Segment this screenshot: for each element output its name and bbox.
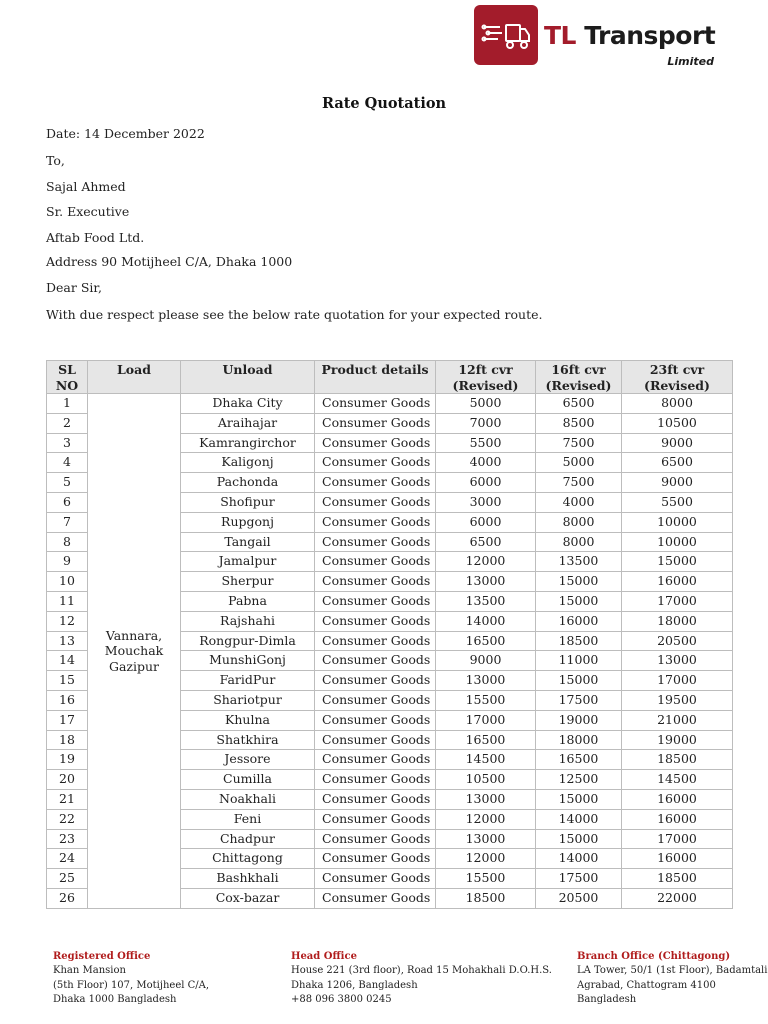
cell-23ft: 17000	[622, 671, 733, 691]
cell-16ft: 7500	[536, 473, 622, 493]
cell-23ft: 9000	[622, 473, 733, 493]
cell-product: Consumer Goods	[315, 671, 436, 691]
cell-23ft: 10500	[622, 413, 733, 433]
cell-23ft: 18000	[622, 611, 733, 631]
cell-sl-no: 14	[47, 651, 88, 671]
branch-office-line: Bangladesh	[577, 994, 637, 1006]
cell-load	[88, 394, 181, 909]
cell-12ft: 13000	[436, 829, 536, 849]
cell-unload: Noakhali	[181, 789, 315, 809]
cell-12ft: 5000	[436, 394, 536, 414]
cell-product: Consumer Goods	[315, 552, 436, 572]
cell-sl-no: 10	[47, 572, 88, 592]
cell-unload: Araihajar	[181, 413, 315, 433]
cell-23ft: 10000	[622, 532, 733, 552]
cell-unload: Rongpur-Dimla	[181, 631, 315, 651]
header-sl-no: SL NO	[47, 361, 88, 394]
cell-16ft: 14000	[536, 809, 622, 829]
cell-sl-no: 12	[47, 611, 88, 631]
cell-product: Consumer Goods	[315, 611, 436, 631]
cell-unload: Jamalpur	[181, 552, 315, 572]
cell-sl-no: 3	[47, 433, 88, 453]
cell-16ft: 18000	[536, 730, 622, 750]
cell-12ft: 7000	[436, 413, 536, 433]
recipient-company: Aftab Food Ltd.	[46, 230, 145, 245]
header-16ft: 16ft cvr (Revised)	[536, 361, 622, 394]
cell-12ft: 6000	[436, 512, 536, 532]
brand-subtitle: Limited	[667, 55, 714, 68]
registered-office-line: Dhaka 1000 Bangladesh	[53, 994, 177, 1006]
table-header-row	[47, 361, 733, 394]
cell-12ft: 12000	[436, 552, 536, 572]
cell-unload: Kaligonj	[181, 453, 315, 473]
cell-unload: Kamrangirchor	[181, 433, 315, 453]
cell-16ft: 15000	[536, 671, 622, 691]
load-line: Gazipur	[108, 658, 160, 674]
registered-office-line: Khan Mansion	[53, 965, 126, 976]
branch-office-line: LA Tower, 50/1 (1st Floor), Badamtali	[577, 965, 768, 976]
cell-unload: Chadpur	[181, 829, 315, 849]
branch-office	[577, 949, 768, 1008]
cell-unload: Dhaka City	[181, 394, 315, 414]
cell-12ft: 15500	[436, 869, 536, 889]
branch-office-line: Agrabad, Chattogram 4100	[577, 979, 716, 991]
cell-unload: Rupgonj	[181, 512, 315, 532]
recipient-name: Sajal Ahmed	[46, 179, 126, 194]
cell-23ft: 5500	[622, 492, 733, 512]
cell-23ft: 16000	[622, 809, 733, 829]
cell-unload: Cumilla	[181, 770, 315, 790]
cell-sl-no: 9	[47, 552, 88, 572]
cell-product: Consumer Goods	[315, 888, 436, 908]
head-office	[291, 949, 552, 1008]
cell-16ft: 12500	[536, 770, 622, 790]
cell-23ft: 8000	[622, 394, 733, 414]
cell-23ft: 6500	[622, 453, 733, 473]
letter-to: To,	[46, 153, 65, 168]
cell-unload: Jessore	[181, 750, 315, 770]
cell-product: Consumer Goods	[315, 750, 436, 770]
recipient-address: Address 90 Motijheel C/A, Dhaka 1000	[46, 254, 293, 269]
load-line: Mouchak	[104, 643, 164, 659]
cell-16ft: 16500	[536, 750, 622, 770]
cell-12ft: 6000	[436, 473, 536, 493]
cell-16ft: 20500	[536, 888, 622, 908]
cell-16ft: 8000	[536, 532, 622, 552]
cell-product: Consumer Goods	[315, 809, 436, 829]
cell-product: Consumer Goods	[315, 869, 436, 889]
cell-product: Consumer Goods	[315, 473, 436, 493]
cell-sl-no: 26	[47, 888, 88, 908]
cell-unload: Pachonda	[181, 473, 315, 493]
cell-unload: Rajshahi	[181, 611, 315, 631]
cell-23ft: 21000	[622, 710, 733, 730]
cell-23ft: 18500	[622, 750, 733, 770]
cell-sl-no: 18	[47, 730, 88, 750]
cell-12ft: 16500	[436, 631, 536, 651]
truck-icon	[474, 5, 538, 65]
cell-unload: Tangail	[181, 532, 315, 552]
cell-16ft: 15000	[536, 829, 622, 849]
cell-12ft: 5500	[436, 433, 536, 453]
cell-12ft: 3000	[436, 492, 536, 512]
cell-product: Consumer Goods	[315, 770, 436, 790]
cell-12ft: 13500	[436, 591, 536, 611]
cell-sl-no: 8	[47, 532, 88, 552]
cell-sl-no: 25	[47, 869, 88, 889]
cell-unload: Sherpur	[181, 572, 315, 592]
head-office-line: +88 096 3800 0245	[291, 994, 392, 1006]
cell-sl-no: 20	[47, 770, 88, 790]
cell-unload: Shofipur	[181, 492, 315, 512]
cell-product: Consumer Goods	[315, 572, 436, 592]
cell-12ft: 10500	[436, 770, 536, 790]
header-load: Load	[88, 361, 181, 394]
registered-office-heading: Registered Office	[53, 951, 151, 962]
head-office-line: Dhaka 1206, Bangladesh	[291, 979, 418, 991]
cell-12ft: 9000	[436, 651, 536, 671]
cell-23ft: 15000	[622, 552, 733, 572]
cell-16ft: 4000	[536, 492, 622, 512]
cell-product: Consumer Goods	[315, 829, 436, 849]
letter-body: With due respect please see the below rate quotation for your expected route.	[46, 307, 543, 322]
cell-unload: Pabna	[181, 591, 315, 611]
cell-product: Consumer Goods	[315, 413, 436, 433]
cell-product: Consumer Goods	[315, 394, 436, 414]
cell-16ft: 17500	[536, 869, 622, 889]
cell-sl-no: 22	[47, 809, 88, 829]
cell-unload: Shariotpur	[181, 690, 315, 710]
cell-sl-no: 7	[47, 512, 88, 532]
cell-16ft: 15000	[536, 591, 622, 611]
cell-16ft: 14000	[536, 849, 622, 869]
cell-product: Consumer Goods	[315, 730, 436, 750]
letter-date: Date: 14 December 2022	[46, 126, 205, 141]
cell-sl-no: 4	[47, 453, 88, 473]
cell-unload: Khulna	[181, 710, 315, 730]
cell-23ft: 19500	[622, 690, 733, 710]
header-23ft: 23ft cvr (Revised)	[622, 361, 733, 394]
cell-unload: Bashkhali	[181, 869, 315, 889]
cell-23ft: 14500	[622, 770, 733, 790]
cell-sl-no: 6	[47, 492, 88, 512]
cell-sl-no: 15	[47, 671, 88, 691]
cell-23ft: 16000	[622, 849, 733, 869]
cell-sl-no: 21	[47, 789, 88, 809]
cell-sl-no: 1	[47, 394, 88, 414]
head-office-line: House 221 (3rd floor), Road 15 Mohakhali D.O.H.S.	[291, 965, 552, 976]
cell-sl-no: 13	[47, 631, 88, 651]
header-unload: Unload	[181, 361, 315, 394]
cell-product: Consumer Goods	[315, 512, 436, 532]
recipient-designation: Sr. Executive	[46, 204, 130, 219]
cell-16ft: 11000	[536, 651, 622, 671]
cell-16ft: 5000	[536, 453, 622, 473]
cell-12ft: 6500	[436, 532, 536, 552]
cell-12ft: 14000	[436, 611, 536, 631]
cell-product: Consumer Goods	[315, 492, 436, 512]
table-body	[47, 394, 733, 909]
cell-23ft: 18500	[622, 869, 733, 889]
cell-23ft: 16000	[622, 789, 733, 809]
cell-sl-no: 11	[47, 591, 88, 611]
cell-16ft: 8000	[536, 512, 622, 532]
cell-12ft: 12000	[436, 809, 536, 829]
cell-16ft: 15000	[536, 572, 622, 592]
cell-sl-no: 5	[47, 473, 88, 493]
cell-sl-no: 16	[47, 690, 88, 710]
cell-unload: Chittagong	[181, 849, 315, 869]
registered-office	[53, 949, 209, 1008]
header-12ft: 12ft cvr (Revised)	[436, 361, 536, 394]
cell-12ft: 4000	[436, 453, 536, 473]
cell-23ft: 9000	[622, 433, 733, 453]
cell-unload: FaridPur	[181, 671, 315, 691]
cell-sl-no: 19	[47, 750, 88, 770]
head-office-heading: Head Office	[291, 951, 357, 962]
cell-sl-no: 17	[47, 710, 88, 730]
letter-salutation: Dear Sir,	[46, 280, 102, 295]
cell-product: Consumer Goods	[315, 849, 436, 869]
table-row	[47, 394, 733, 414]
header-product: Product details	[315, 361, 436, 394]
cell-12ft: 13000	[436, 789, 536, 809]
cell-sl-no: 23	[47, 829, 88, 849]
cell-12ft: 14500	[436, 750, 536, 770]
brand-name: TL Transport	[544, 21, 716, 50]
cell-16ft: 15000	[536, 789, 622, 809]
cell-sl-no: 2	[47, 413, 88, 433]
cell-23ft: 17000	[622, 591, 733, 611]
cell-12ft: 13000	[436, 671, 536, 691]
cell-sl-no: 24	[47, 849, 88, 869]
page-title: Rate Quotation	[321, 95, 447, 112]
cell-product: Consumer Goods	[315, 690, 436, 710]
cell-product: Consumer Goods	[315, 591, 436, 611]
cell-product: Consumer Goods	[315, 789, 436, 809]
cell-23ft: 22000	[622, 888, 733, 908]
branch-office-heading: Branch Office (Chittagong)	[577, 951, 731, 962]
cell-16ft: 13500	[536, 552, 622, 572]
cell-product: Consumer Goods	[315, 453, 436, 473]
cell-product: Consumer Goods	[315, 631, 436, 651]
cell-product: Consumer Goods	[315, 532, 436, 552]
cell-16ft: 6500	[536, 394, 622, 414]
cell-unload: MunshiGonj	[181, 651, 315, 671]
cell-unload: Shatkhira	[181, 730, 315, 750]
cell-product: Consumer Goods	[315, 433, 436, 453]
cell-16ft: 18500	[536, 631, 622, 651]
cell-16ft: 8500	[536, 413, 622, 433]
cell-unload: Feni	[181, 809, 315, 829]
cell-16ft: 7500	[536, 433, 622, 453]
cell-16ft: 19000	[536, 710, 622, 730]
cell-23ft: 13000	[622, 651, 733, 671]
cell-12ft: 15500	[436, 690, 536, 710]
cell-16ft: 17500	[536, 690, 622, 710]
cell-23ft: 10000	[622, 512, 733, 532]
registered-office-line: (5th Floor) 107, Motijheel C/A,	[53, 979, 210, 991]
cell-product: Consumer Goods	[315, 651, 436, 671]
cell-23ft: 16000	[622, 572, 733, 592]
cell-12ft: 12000	[436, 849, 536, 869]
cell-23ft: 17000	[622, 829, 733, 849]
rate-table	[46, 360, 733, 909]
load-line: Vannara,	[105, 627, 163, 643]
cell-product: Consumer Goods	[315, 710, 436, 730]
cell-12ft: 13000	[436, 572, 536, 592]
cell-12ft: 17000	[436, 710, 536, 730]
cell-16ft: 16000	[536, 611, 622, 631]
cell-unload: Cox-bazar	[181, 888, 315, 908]
cell-23ft: 19000	[622, 730, 733, 750]
cell-23ft: 20500	[622, 631, 733, 651]
company-logo	[474, 5, 724, 71]
cell-12ft: 16500	[436, 730, 536, 750]
cell-12ft: 18500	[436, 888, 536, 908]
